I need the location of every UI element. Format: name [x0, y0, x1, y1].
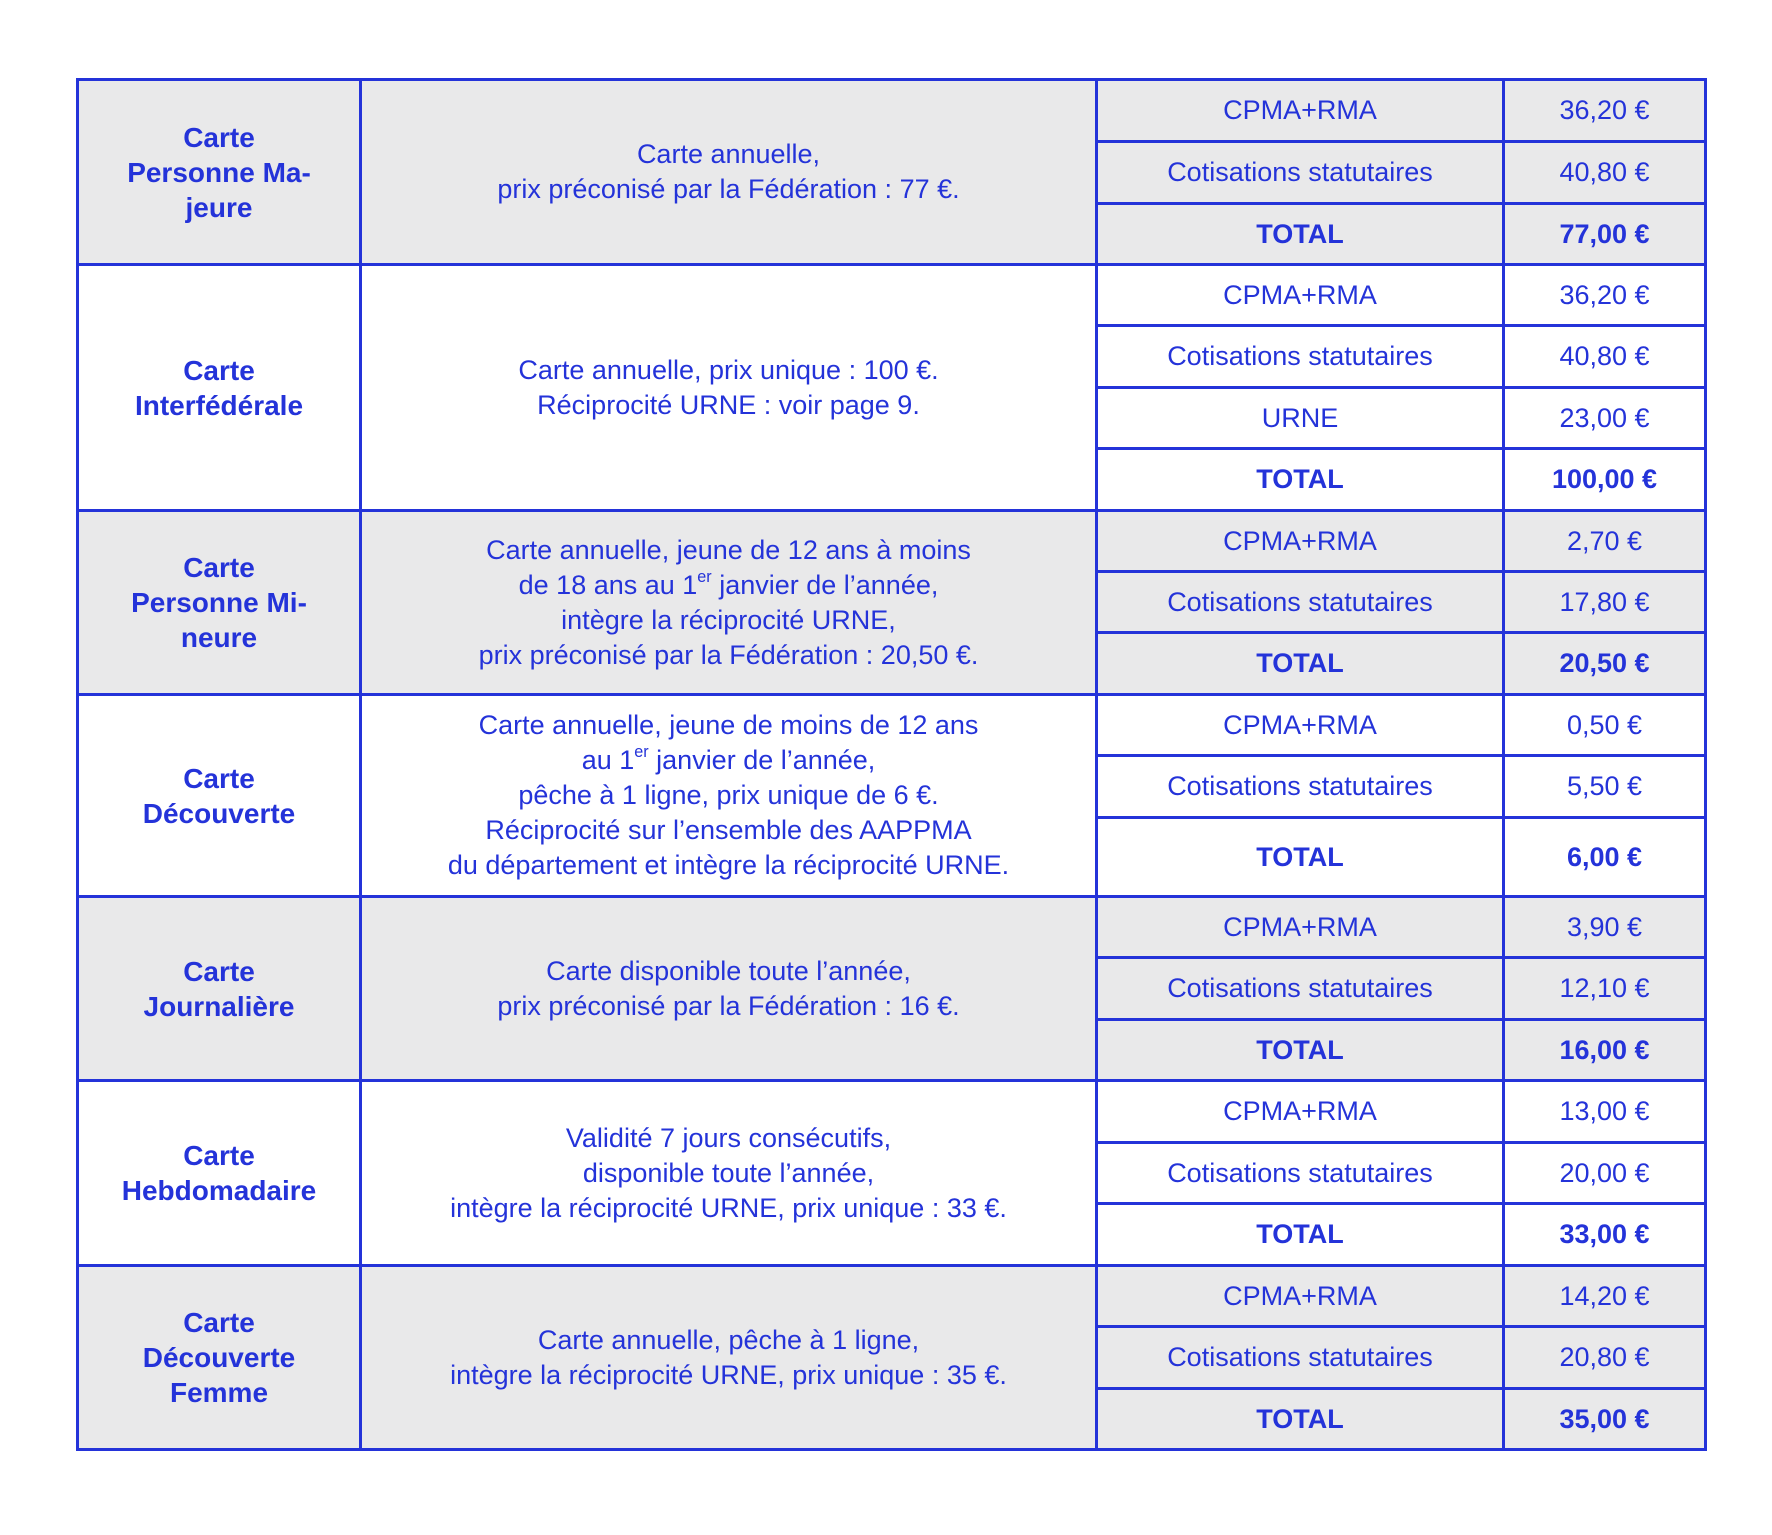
- card-description-cell: Carte annuelle, jeune de 12 ans à moins de 18 ans au 1er janvier de l’année, intègre la réciprocité URNE, prix préconisé par la Fédération : 20,50 €.: [361, 511, 1097, 695]
- fee-value: 40,80 €: [1504, 326, 1706, 388]
- fee-label: URNE: [1097, 388, 1504, 449]
- fee-label: CPMA+RMA: [1097, 265, 1504, 326]
- card-description-cell: Carte annuelle, prix unique : 100 €. Réciprocité URNE : voir page 9.: [361, 265, 1097, 511]
- total-value: 20,50 €: [1504, 633, 1706, 695]
- fee-value: 2,70 €: [1504, 511, 1706, 572]
- fee-label: Cotisations statutaires: [1097, 1143, 1504, 1204]
- fee-label: Cotisations statutaires: [1097, 326, 1504, 388]
- total-value: 35,00 €: [1504, 1389, 1706, 1450]
- total-value: 33,00 €: [1504, 1204, 1706, 1266]
- total-label: TOTAL: [1097, 449, 1504, 511]
- total-label: TOTAL: [1097, 818, 1504, 897]
- total-value: 16,00 €: [1504, 1020, 1706, 1081]
- fee-value: 3,90 €: [1504, 897, 1706, 958]
- total-label: TOTAL: [1097, 1204, 1504, 1266]
- fee-label: CPMA+RMA: [1097, 695, 1504, 756]
- fee-value: 17,80 €: [1504, 572, 1706, 633]
- card-name-cell: Carte Interfédérale: [78, 265, 361, 511]
- fee-label: CPMA+RMA: [1097, 1081, 1504, 1143]
- table-row: [78, 897, 1706, 958]
- card-description-cell: Carte disponible toute l’année, prix préconisé par la Fédération : 16 €.: [361, 897, 1097, 1081]
- card-name-cell: Carte Journalière: [78, 897, 361, 1081]
- total-value: 6,00 €: [1504, 818, 1706, 897]
- fee-value: 5,50 €: [1504, 756, 1706, 818]
- card-name-cell: Carte Personne Ma- jeure: [78, 80, 361, 265]
- total-label: TOTAL: [1097, 1020, 1504, 1081]
- card-name-cell: Carte Découverte: [78, 695, 361, 897]
- table-row: [78, 1081, 1706, 1143]
- fee-value: 36,20 €: [1504, 80, 1706, 142]
- fees-table: [76, 78, 1707, 1451]
- card-name-cell: Carte Personne Mi- neure: [78, 511, 361, 695]
- fee-value: 14,20 €: [1504, 1266, 1706, 1327]
- card-description-cell: Carte annuelle, jeune de moins de 12 ans au 1er janvier de l’année, pêche à 1 ligne, prix unique de 6 €. Réciprocité sur l’ensemble des AAPPMA du département et intègre la réciprocité URNE.: [361, 695, 1097, 897]
- total-label: TOTAL: [1097, 1389, 1504, 1450]
- fee-label: Cotisations statutaires: [1097, 958, 1504, 1020]
- fee-value: 0,50 €: [1504, 695, 1706, 756]
- fee-value: 40,80 €: [1504, 142, 1706, 204]
- table-row: [78, 80, 1706, 142]
- fee-label: CPMA+RMA: [1097, 80, 1504, 142]
- total-value: 100,00 €: [1504, 449, 1706, 511]
- fee-value: 36,20 €: [1504, 265, 1706, 326]
- fee-label: Cotisations statutaires: [1097, 756, 1504, 818]
- fee-label: Cotisations statutaires: [1097, 572, 1504, 633]
- card-description-cell: Carte annuelle, prix préconisé par la Fédération : 77 €.: [361, 80, 1097, 265]
- card-description-cell: Carte annuelle, pêche à 1 ligne, intègre la réciprocité URNE, prix unique : 35 €.: [361, 1266, 1097, 1450]
- fee-label: Cotisations statutaires: [1097, 1327, 1504, 1389]
- fee-value: 12,10 €: [1504, 958, 1706, 1020]
- fee-label: CPMA+RMA: [1097, 511, 1504, 572]
- total-label: TOTAL: [1097, 633, 1504, 695]
- fee-label: Cotisations statutaires: [1097, 142, 1504, 204]
- total-label: TOTAL: [1097, 204, 1504, 265]
- card-name-cell: Carte Découverte Femme: [78, 1266, 361, 1450]
- fee-value: 20,00 €: [1504, 1143, 1706, 1204]
- total-value: 77,00 €: [1504, 204, 1706, 265]
- fee-value: 20,80 €: [1504, 1327, 1706, 1389]
- table-row: [78, 695, 1706, 756]
- fee-value: 13,00 €: [1504, 1081, 1706, 1143]
- fee-label: CPMA+RMA: [1097, 897, 1504, 958]
- card-description-cell: Validité 7 jours consécutifs, disponible toute l’année, intègre la réciprocité URNE, prix unique : 33 €.: [361, 1081, 1097, 1266]
- fee-label: CPMA+RMA: [1097, 1266, 1504, 1327]
- table-row: [78, 265, 1706, 326]
- table-row: [78, 511, 1706, 572]
- fee-value: 23,00 €: [1504, 388, 1706, 449]
- card-name-cell: Carte Hebdomadaire: [78, 1081, 361, 1266]
- table-row: [78, 1266, 1706, 1327]
